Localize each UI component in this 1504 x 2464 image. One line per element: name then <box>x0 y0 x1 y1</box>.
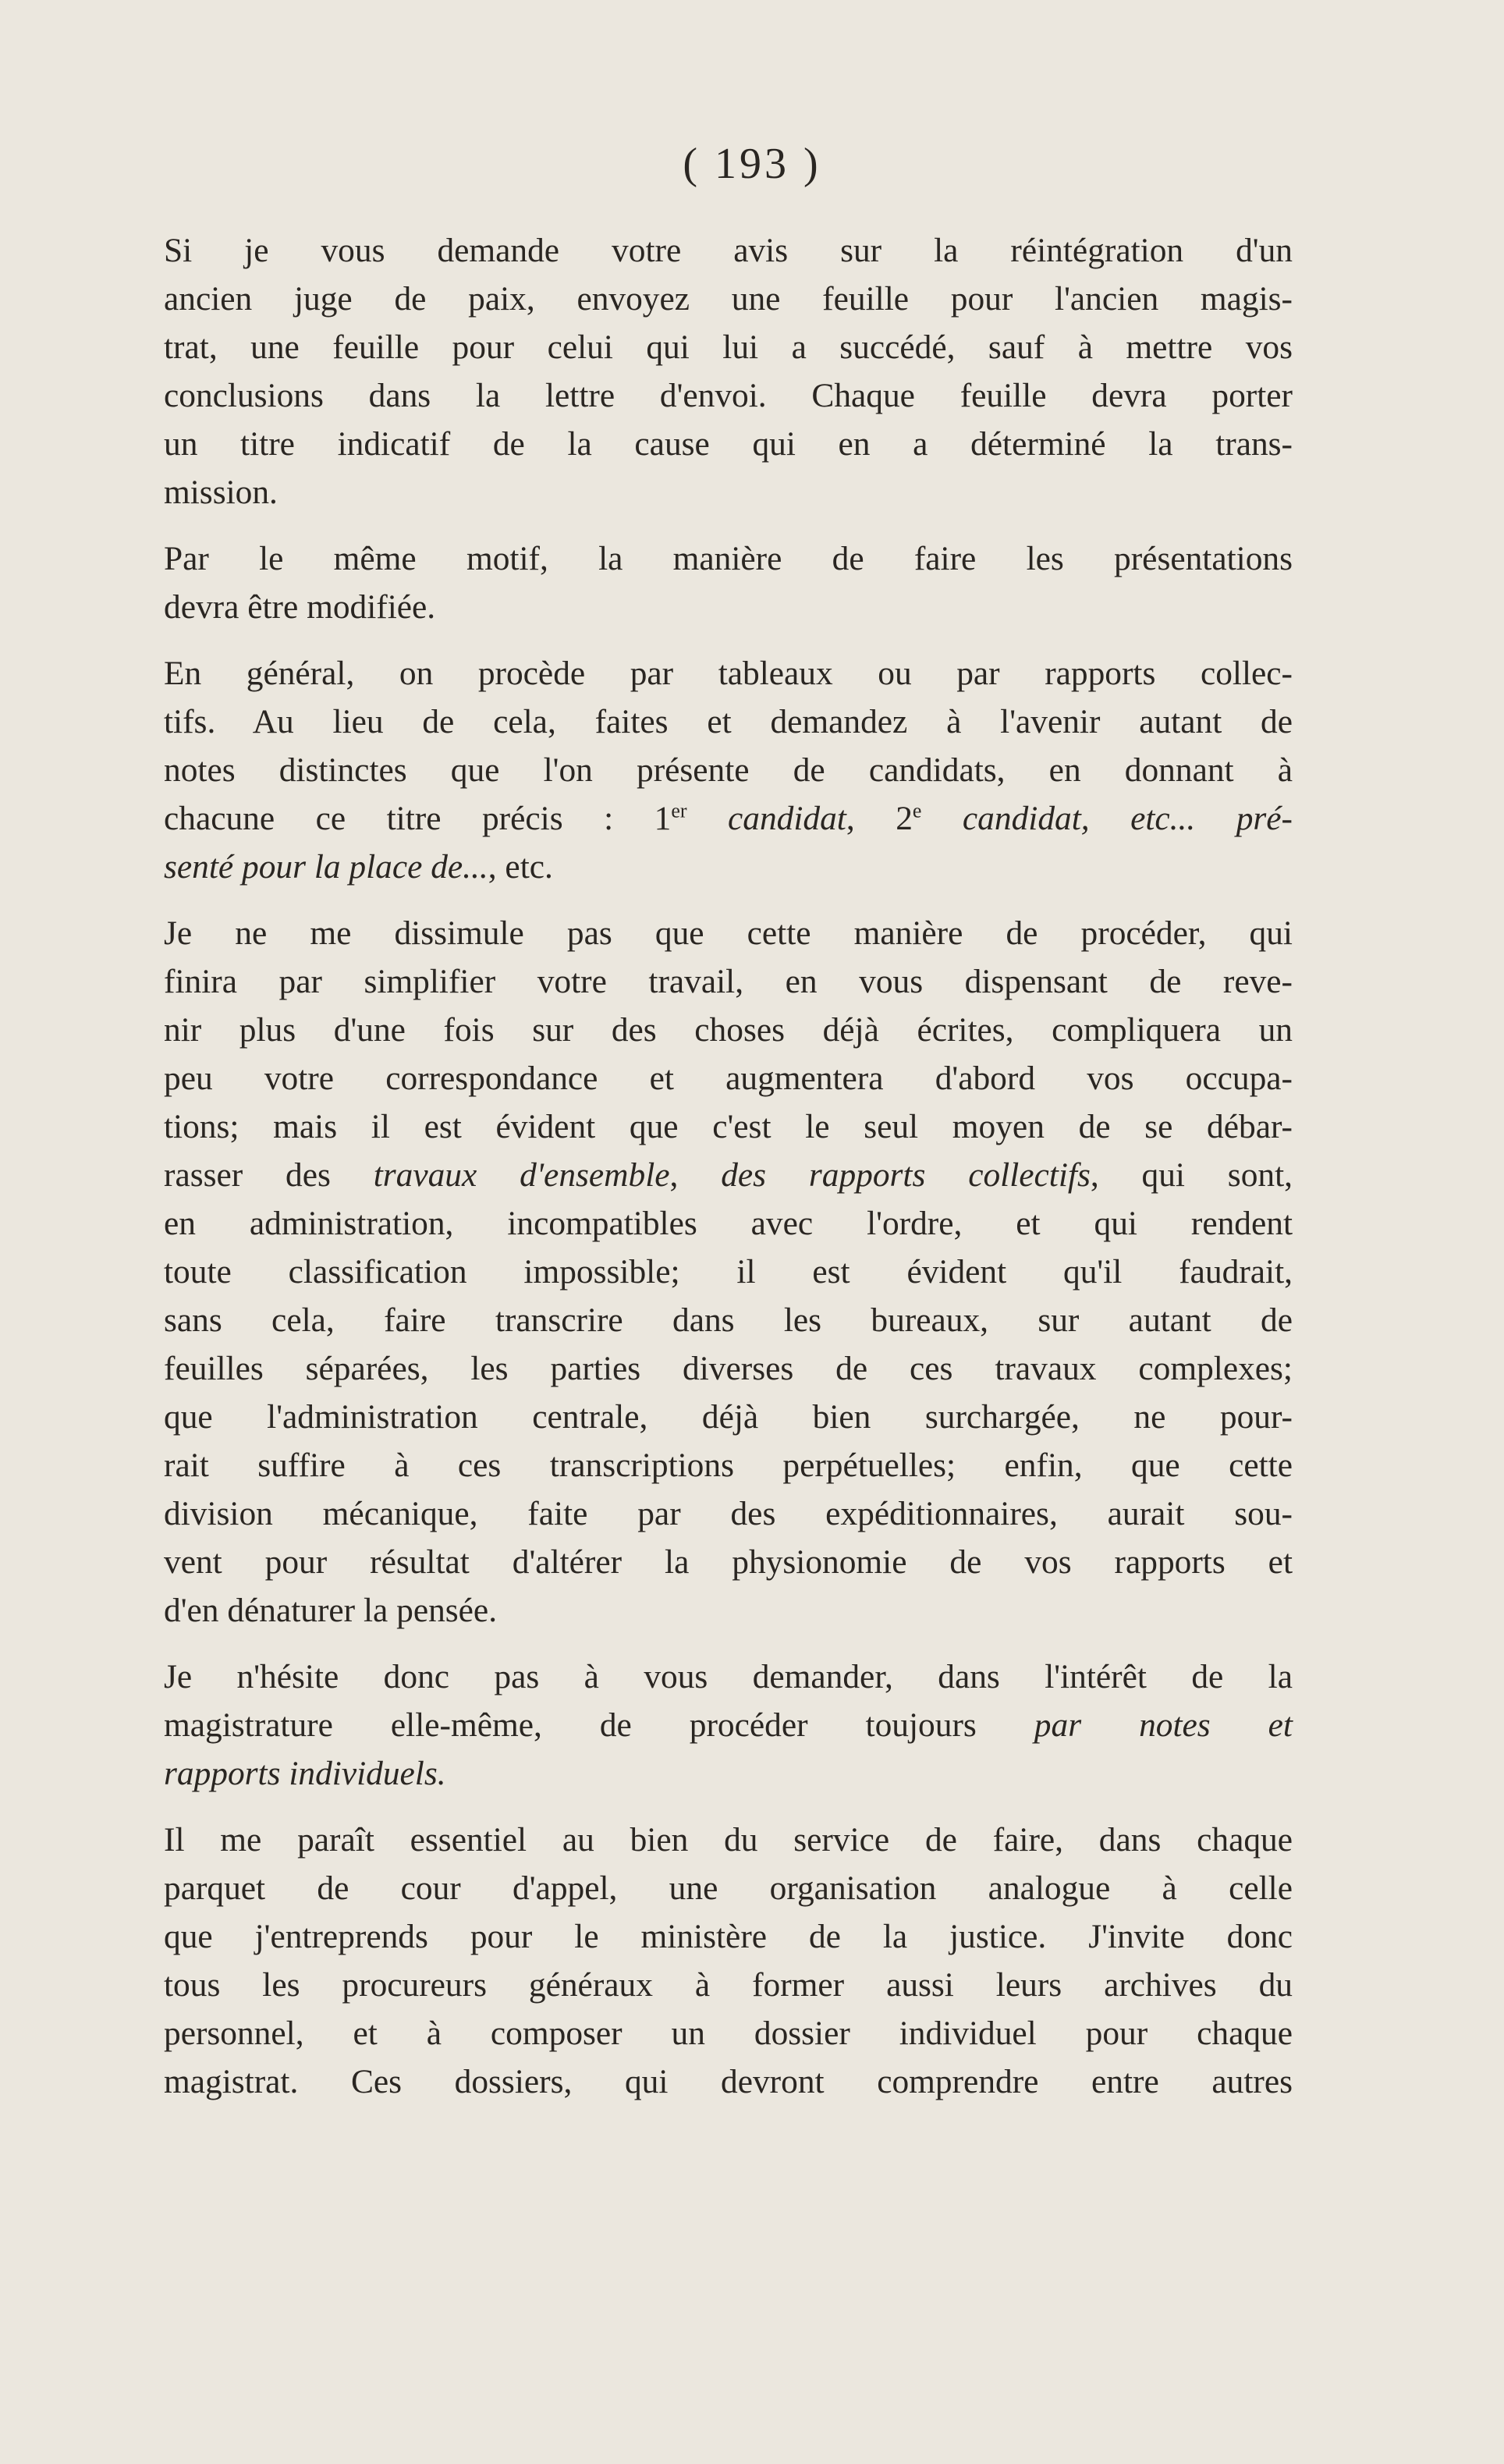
text-line <box>119 794 1293 843</box>
paragraph-3 <box>119 649 1293 891</box>
text-line: notes distinctes que l'on présente de candidats, en donnant à <box>164 751 1293 789</box>
text-run: , 2 <box>846 800 913 837</box>
text-line: personnel, et à composer un dossier individuel pour chaque <box>164 2015 1293 2052</box>
text-line: trat, une feuille pour celui qui lui a succédé, sauf à mettre vos <box>164 328 1293 366</box>
text-line: parquet de cour d'appel, une organisation analogue à celle <box>164 1869 1293 1907</box>
text-run: rasser des <box>164 1156 374 1194</box>
text-line: tifs. Au lieu de cela, faites et demandez à l'avenir autant de <box>164 703 1293 740</box>
text-run: chacune ce titre précis : 1 <box>164 800 672 837</box>
text-line: tous les procureurs généraux à former aussi leurs archives du <box>164 1966 1293 2004</box>
text-line: devra être modifiée. <box>164 588 436 626</box>
text-line: peu votre correspondance et augmentera d'abord vos occupa- <box>164 1060 1293 1097</box>
text-line: un titre indicatif de la cause qui en a déterminé la trans- <box>164 425 1293 463</box>
text-run: magistrature elle-même, de procéder toujours <box>164 1706 1034 1744</box>
text-run: , <box>669 1156 722 1194</box>
text-run: , qui sont, <box>1090 1156 1293 1194</box>
text-line: rait suffire à ces transcriptions perpétuelles; enfin, que cette <box>164 1447 1293 1484</box>
italic-run: senté pour la place de... <box>164 848 488 886</box>
text-line: ancien juge de paix, envoyez une feuille pour l'ancien magis- <box>164 280 1293 318</box>
text-line <box>119 1749 1293 1798</box>
text-line: Par le même motif, la manière de faire les présentations <box>164 540 1293 577</box>
text-line: finira par simplifier votre travail, en vous dispensant de reve- <box>164 963 1293 1000</box>
text-line: Si je vous demande votre avis sur la réintégration d'un <box>164 232 1293 269</box>
text-line: vent pour résultat d'altérer la physionomie de vos rapports et <box>164 1543 1293 1581</box>
text-line: feuilles séparées, les parties diverses de ces travaux complexes; <box>164 1350 1293 1387</box>
text-line: En général, on procède par tableaux ou par rapports collec- <box>164 655 1293 692</box>
italic-run: rapports individuels. <box>164 1755 446 1792</box>
paragraph-2 <box>119 534 1293 631</box>
text-line: en administration, incompatibles avec l'ordre, et qui rendent <box>164 1205 1293 1242</box>
text-line: que j'entreprends pour le ministère de la justice. J'invite donc <box>164 1918 1293 1955</box>
superscript: er <box>671 799 687 822</box>
paragraph-5 <box>119 1653 1293 1798</box>
text-line: toute classification impossible; il est évident qu'il faudrait, <box>164 1253 1293 1291</box>
text-line: division mécanique, faite par des expéditionnaires, aurait sou- <box>164 1495 1293 1532</box>
italic-run: candidat <box>686 800 846 837</box>
text-line: Je n'hésite donc pas à vous demander, dans l'intérêt de la <box>164 1658 1293 1695</box>
text-line <box>119 843 1293 891</box>
italic-run: travaux d'ensemble <box>373 1156 670 1194</box>
text-line: tions; mais il est évident que c'est le seul moyen de se débar- <box>164 1108 1293 1145</box>
text-line: Je ne me dissimule pas que cette manière de procéder, qui <box>164 914 1293 952</box>
text-line: que l'administration centrale, déjà bien surchargée, ne pour- <box>164 1398 1293 1436</box>
superscript: e <box>912 799 922 822</box>
text-line: mission. <box>164 474 278 511</box>
paragraph-1 <box>119 226 1293 517</box>
text-line: nir plus d'une fois sur des choses déjà écrites, compliquera un <box>164 1011 1293 1049</box>
text-line: Il me paraît essentiel au bien du service de faire, dans chaque <box>164 1821 1293 1859</box>
text-line <box>119 1151 1293 1199</box>
text-line: d'en dénaturer la pensée. <box>164 1592 498 1629</box>
paragraph-6 <box>119 1816 1293 2106</box>
text-line: magistrat. Ces dossiers, qui devront comprendre entre autres <box>164 2063 1293 2100</box>
body-text <box>119 226 1293 2124</box>
text-line: conclusions dans la lettre d'envoi. Chaque feuille devra porter <box>164 377 1293 414</box>
italic-run: par notes et <box>1034 1706 1293 1744</box>
italic-run: candidat, etc... pré- <box>921 800 1293 837</box>
text-line: sans cela, faire transcrire dans les bureaux, sur autant de <box>164 1301 1293 1339</box>
page-number: ( 193 ) <box>683 140 821 188</box>
paragraph-4 <box>119 909 1293 1635</box>
text-run: , etc. <box>488 848 553 886</box>
italic-run: des rapports collectifs <box>721 1156 1091 1194</box>
text-line <box>119 1701 1293 1749</box>
